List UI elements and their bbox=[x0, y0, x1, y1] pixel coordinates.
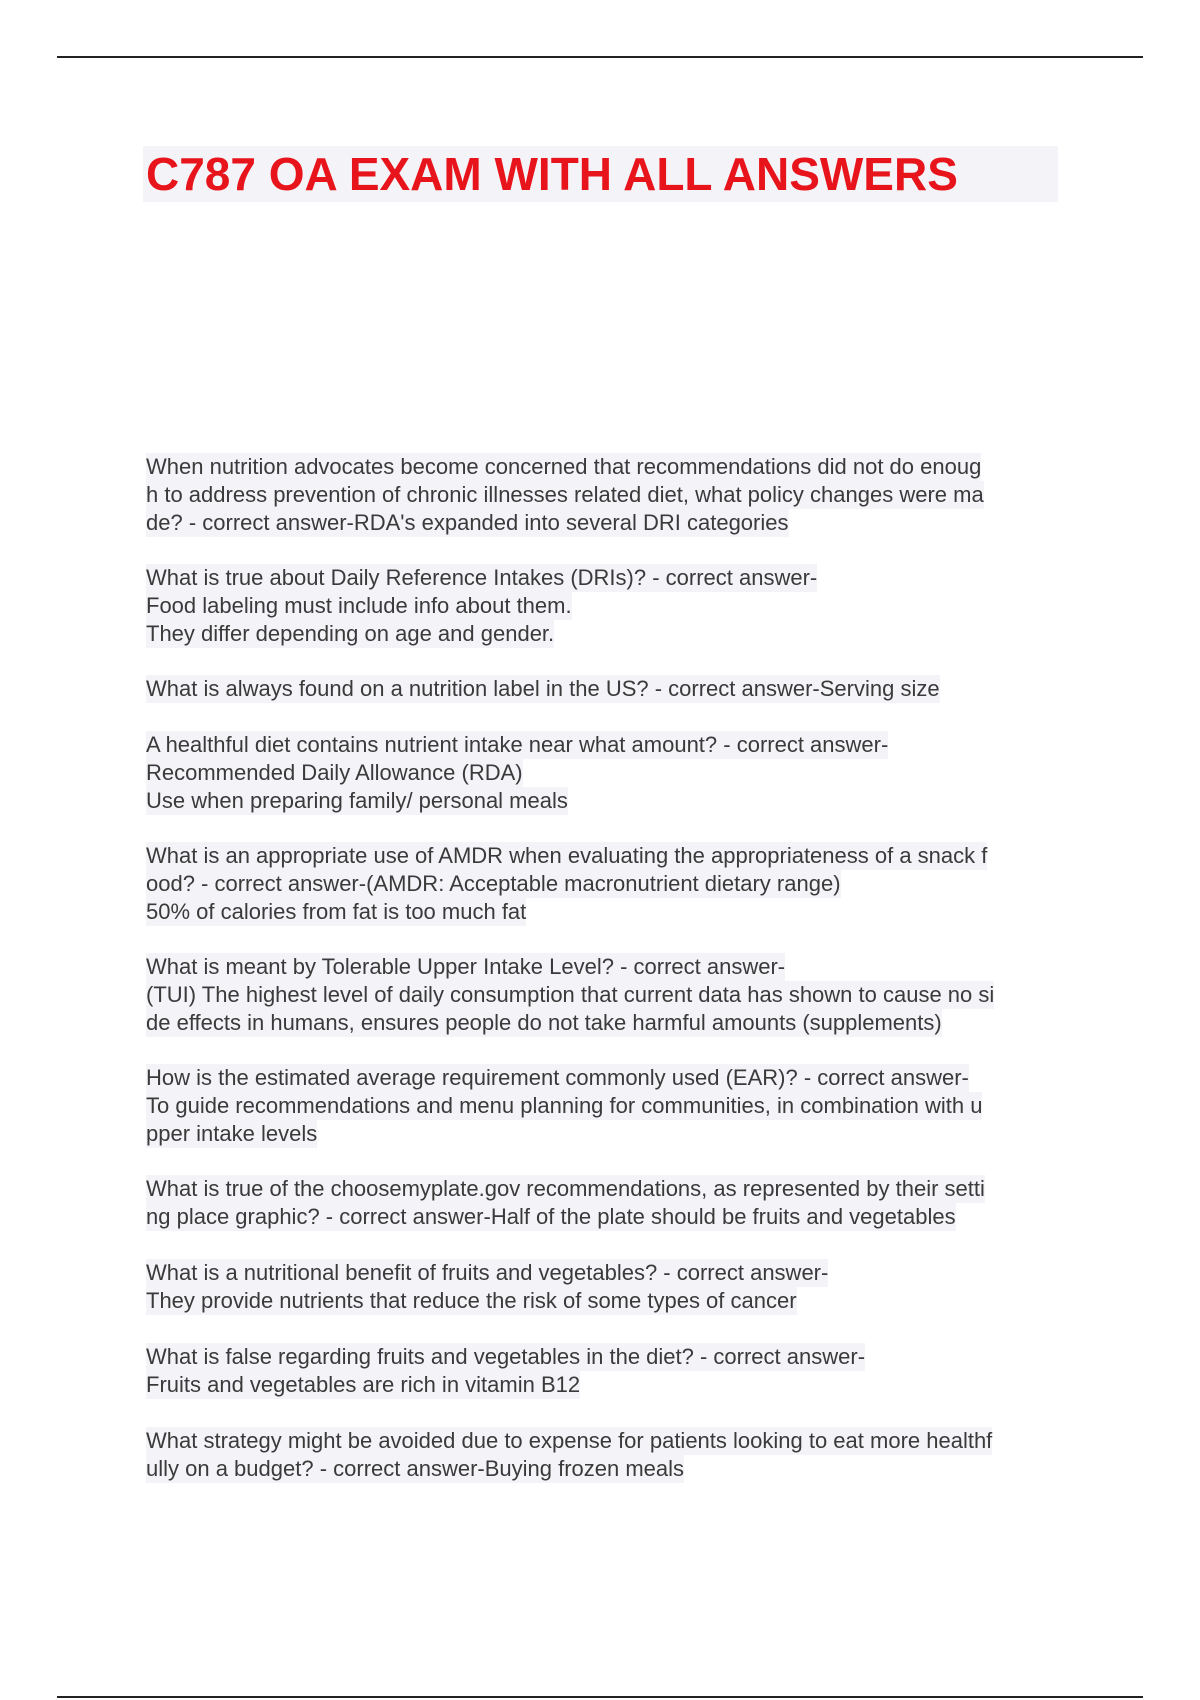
qa-line: Fruits and vegetables are rich in vitamin B12 bbox=[146, 1372, 581, 1397]
qa-line: What is true of the choosemyplate.gov recommendations, as represented by their setti bbox=[146, 1176, 985, 1201]
qa-line: When nutrition advocates become concerned that recommendations did not do enoug bbox=[146, 454, 982, 479]
qa-item-2 bbox=[146, 564, 817, 648]
qa-line: 50% of calories from fat is too much fat bbox=[146, 899, 527, 924]
page-bottom-rule bbox=[57, 1696, 1143, 1698]
qa-line: de? - correct answer-RDA's expanded into several DRI categories bbox=[146, 510, 789, 535]
qa-line: Food labeling must include info about them. bbox=[146, 593, 572, 618]
qa-line: What is true about Daily Reference Intakes (DRIs)? - correct answer- bbox=[146, 565, 818, 590]
qa-item-1 bbox=[146, 453, 984, 537]
qa-line: How is the estimated average requirement commonly used (EAR)? - correct answer- bbox=[146, 1065, 969, 1090]
qa-line: They differ depending on age and gender. bbox=[146, 621, 555, 646]
qa-item-8 bbox=[146, 1175, 985, 1231]
qa-line: What is an appropriate use of AMDR when evaluating the appropriateness of a snack f bbox=[146, 843, 988, 868]
qa-item-4 bbox=[146, 731, 888, 815]
document-title: C787 OA EXAM WITH ALL ANSWERS bbox=[146, 148, 958, 200]
qa-item-3 bbox=[146, 675, 940, 703]
qa-line: pper intake levels bbox=[146, 1121, 318, 1146]
qa-item-10 bbox=[146, 1343, 865, 1399]
qa-line: A healthful diet contains nutrient intake near what amount? - correct answer- bbox=[146, 732, 889, 757]
qa-item-9 bbox=[146, 1259, 828, 1315]
qa-line: de effects in humans, ensures people do not take harmful amounts (supplements) bbox=[146, 1010, 942, 1035]
qa-line: What is meant by Tolerable Upper Intake Level? - correct answer- bbox=[146, 954, 786, 979]
qa-line: What is false regarding fruits and vegetables in the diet? - correct answer- bbox=[146, 1344, 866, 1369]
qa-line: ood? - correct answer-(AMDR: Acceptable macronutrient dietary range) bbox=[146, 871, 841, 896]
qa-line: What is always found on a nutrition label in the US? - correct answer-Serving size bbox=[146, 676, 940, 701]
qa-line: Use when preparing family/ personal meals bbox=[146, 788, 568, 813]
qa-line: h to address prevention of chronic illnesses related diet, what policy changes were ma bbox=[146, 482, 984, 507]
qa-line: ully on a budget? - correct answer-Buying frozen meals bbox=[146, 1456, 685, 1481]
qa-line: What is a nutritional benefit of fruits and vegetables? - correct answer- bbox=[146, 1260, 829, 1285]
qa-line: ng place graphic? - correct answer-Half of the plate should be fruits and vegetables bbox=[146, 1204, 956, 1229]
qa-item-7 bbox=[146, 1064, 982, 1148]
qa-item-11 bbox=[146, 1427, 992, 1483]
qa-line: To guide recommendations and menu planning for communities, in combination with u bbox=[146, 1093, 983, 1118]
qa-item-6 bbox=[146, 953, 994, 1037]
qa-line: They provide nutrients that reduce the risk of some types of cancer bbox=[146, 1288, 797, 1313]
qa-line: What strategy might be avoided due to expense for patients looking to eat more healthf bbox=[146, 1428, 993, 1453]
qa-line: Recommended Daily Allowance (RDA) bbox=[146, 760, 523, 785]
qa-line: (TUI) The highest level of daily consumption that current data has shown to cause no si bbox=[146, 982, 995, 1007]
qa-item-5 bbox=[146, 842, 987, 926]
